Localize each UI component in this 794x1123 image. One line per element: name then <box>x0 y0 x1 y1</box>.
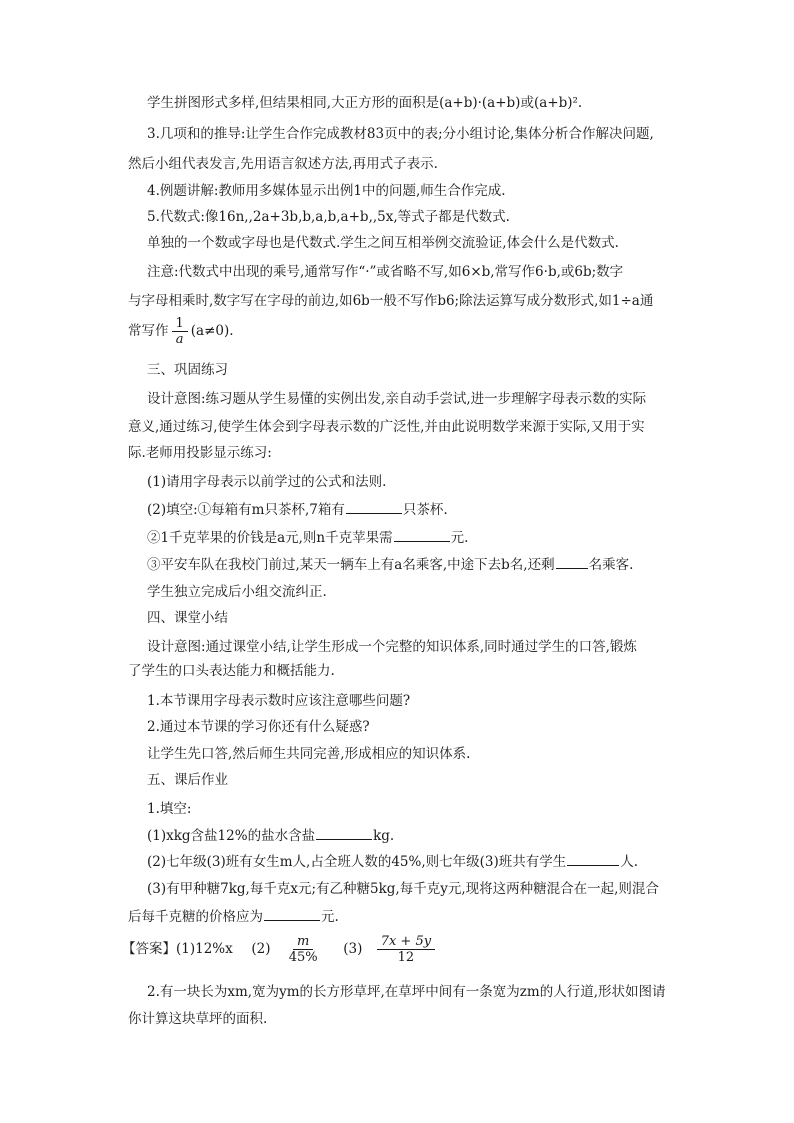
paragraph-line: 让学生先口答,然后师生共同完善,形成相应的知识体系. <box>147 746 471 762</box>
fraction-denominator: 45% <box>288 950 318 965</box>
answer-line <box>122 932 438 966</box>
paragraph-line: 了学生的口头表达能力和概括能力. <box>128 663 335 679</box>
text-run: 常写作 <box>128 323 169 339</box>
paragraph-line: 1.填空: <box>147 801 192 817</box>
text-run: kg. <box>373 828 395 844</box>
paragraph-line: 际.老师用投影显示练习: <box>128 445 272 461</box>
paragraph-line: 学生拼图形式多样,但结果相同,大正方形的面积是(a+b)·(a+b)或(a+b)². <box>147 95 583 111</box>
answer-blank <box>264 907 320 921</box>
paragraph-line: 意义,通过练习,使学生体会到字母表示数的广泛性,并由此说明数学来源于实际,又用于实 <box>128 419 645 435</box>
paragraph-line: 5.代数式:像16n,,2a+3b,b,a,b,a+b,,5x,等式子都是代数式. <box>147 209 510 225</box>
answer-part-3-label: (3) <box>343 941 363 957</box>
answer-label: 【答案】(1)12%x <box>122 941 233 957</box>
section-heading: 四、课堂小结 <box>147 610 228 626</box>
paragraph-line: 4.例题讲解:教师用多媒体显示出例1中的问题,师生合作完成. <box>147 183 506 199</box>
paragraph-line <box>147 555 633 574</box>
text-run: (2)七年级(3)班有女生m人,占全班人数的45%,则七年级(3)班共有学生 <box>147 854 567 870</box>
paragraph-line: 2.通过本节课的学习你还有什么疑惑? <box>147 719 370 735</box>
paragraph-line <box>128 907 339 926</box>
paragraph-line: 3.几项和的推导:让学生合作完成教材83页中的表;分小组讨论,集体分析合作解决问题, <box>147 126 654 142</box>
answer-part-2-label: (2) <box>251 941 271 957</box>
fraction <box>377 934 435 965</box>
paragraph-line: 设计意图:练习题从学生易懂的实例出发,亲自动手尝试,进一步理解字母表示数的实际 <box>147 391 647 407</box>
section-heading: 五、课后作业 <box>147 772 228 788</box>
paragraph-line: (1)请用字母表示以前学过的公式和法则. <box>147 474 387 490</box>
paragraph-line: 学生独立完成后小组交流纠正. <box>147 584 327 600</box>
fraction-numerator: 1 <box>172 316 188 332</box>
paragraph-line: 与字母相乘时,数字写在字母的前边,如6b一般不写作b6;除法运算写成分数形式,如1÷a通 <box>128 293 654 309</box>
text-run: (1)xkg含盐12%的盐水含盐 <box>147 828 316 844</box>
text-run: (a≠0). <box>190 323 234 339</box>
answer-blank <box>394 528 450 542</box>
text-run: 后每千克糖的价格应为 <box>128 909 263 925</box>
text-run: 名乘客. <box>588 557 634 573</box>
answer-blank <box>346 500 402 514</box>
fraction-numerator: m <box>293 934 313 950</box>
fraction-denominator: a <box>175 332 184 347</box>
paragraph-line <box>147 528 468 547</box>
paragraph-line: 1.本节课用字母表示数时应该注意哪些问题? <box>147 693 411 709</box>
paragraph-line <box>147 500 448 519</box>
text-run: 人. <box>620 854 639 870</box>
paragraph-line <box>147 826 394 845</box>
fraction-numerator: 7x + 5y <box>377 934 435 950</box>
text-run: 元. <box>321 909 339 925</box>
text-run: 只茶杯. <box>402 502 448 518</box>
section-heading: 三、巩固练习 <box>147 362 228 378</box>
paragraph-line: 2.有一块长为xm,宽为ym的长方形草坪,在草坪中间有一条宽为zm的人行道,形状如图请 <box>147 984 666 1000</box>
paragraph-line: 然后小组代表发言,先用语言叙述方法,再用式子表示. <box>128 156 438 172</box>
fraction <box>285 934 322 965</box>
text-run: (2)填空:①每箱有m只茶杯,7箱有 <box>147 502 345 518</box>
answer-blank <box>316 826 372 840</box>
text-run: ③平安车队在我校门前过,某天一辆车上有a名乘客,中途下去b名,还剩 <box>147 557 555 573</box>
text-run: ②1千克苹果的价钱是a元,则n千克苹果需 <box>147 530 393 546</box>
paragraph-line: 你计算这块草坪的面积. <box>128 1011 268 1027</box>
paragraph-line <box>147 852 638 871</box>
answer-blank <box>567 852 619 866</box>
paragraph-line: 注意:代数式中出现的乘号,通常写作“·”或省略不写,如6×b,常写作6·b,或6b;数字 <box>147 264 624 280</box>
fraction-denominator: 12 <box>397 950 415 965</box>
paragraph-line <box>128 316 234 347</box>
paragraph-line: 单独的一个数或字母也是代数式.学生之间互相举例交流验证,体会什么是代数式. <box>147 235 619 251</box>
answer-blank <box>556 555 588 569</box>
fraction <box>172 316 188 347</box>
paragraph-line: (3)有甲种糖7kg,每千克x元;有乙种糖5kg,每千克y元,现将这两种糖混合在一起,则混合 <box>147 881 659 897</box>
paragraph-line: 设计意图:通过课堂小结,让学生形成一个完整的知识体系,同时通过学生的口答,锻炼 <box>147 639 637 655</box>
text-run: 元. <box>450 530 469 546</box>
